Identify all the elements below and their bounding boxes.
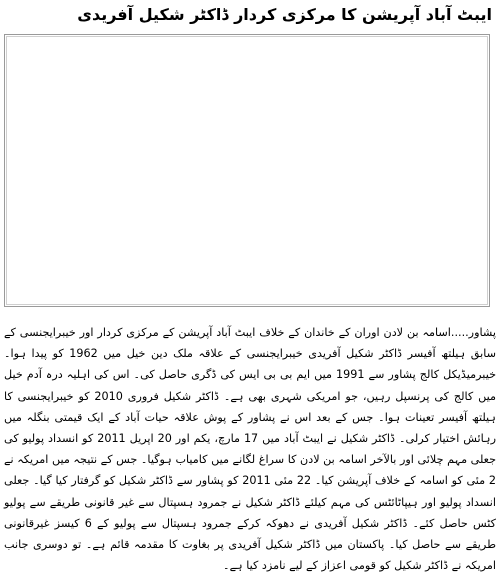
image-inner-border: [6, 36, 488, 305]
article-image-placeholder: [4, 34, 490, 307]
article-body: [4, 322, 496, 576]
article-paragraph: پشاور.....اسامہ بن لادن اوران کے خاندان کے خلاف ایبٹ آباد آپریشن کے مرکزی کردار اور خیبرایجنسی کے سابق ہیلتھ آفیسر ڈاکٹر شکیل آفریدی خیبرایجنسی کے علاقہ ملک دین خیل میں 1962 کو پیدا ہوا۔ خیبرمیڈیکل کالج پشاور سے 1991 میں ایم بی بی ایس کی ڈگری حاصل کی۔ اس کی اہلیہ درہ آدم خیل میں کالج کی پرنسپل رہیں، جو امریکی شہری بھی ہے۔ ڈاکٹر شکیل فروری 2010 کو خیبرایجنسی کا ہیلتھ آفیسر تعینات ہوا۔ جس کے بعد اس نے پشاور کے پوش علاقہ حیات آباد کے ایک قیمتی بنگلہ میں رہائش اختیار کرلی۔ ڈاکٹر شکیل نے ایبٹ آباد میں 17 مارچ، یکم اور 20 اپریل 2011 کو انسداد پولیو کی جعلی مہم چلائی اور بالآخر اسامہ بن لادن کا سراغ لگانے میں کامیاب ہوگیا۔ جس کے نتیجہ میں امریکہ نے 2 مئی کو اسامہ کے خلاف آپریشن کیا۔ 22 مئی 2011 کو پشاور سے ڈاکٹر شکیل کو گرفتار کیا گیا۔ جعلی انسداد پولیو اور ہیپاٹائٹس کی مہم کیلئے ڈاکٹر شکیل نے جمرود ہسپتال سے غیر قانونی طریقے سے پولیو کٹس حاصل کئے۔ ڈاکٹر شکیل آفریدی نے دھوکہ کرکے جمرود ہسپتال سے پولیو کے 6 کیسز غیرقانونی طریقے سے حاصل کیا۔ پاکستان میں ڈاکٹر شکیل آفریدی پر بغاوت کا مقدمہ قائم ہے۔ تو دوسری جانب امریکہ نے ڈاکٹر شکیل کو قومی اعزاز کے لیے نامزد کیا ہے۔: [4, 326, 497, 573]
article-headline: ایبٹ آباد آپریشن کا مرکزی کردار ڈاکٹر شکیل آفریدی: [77, 5, 492, 24]
